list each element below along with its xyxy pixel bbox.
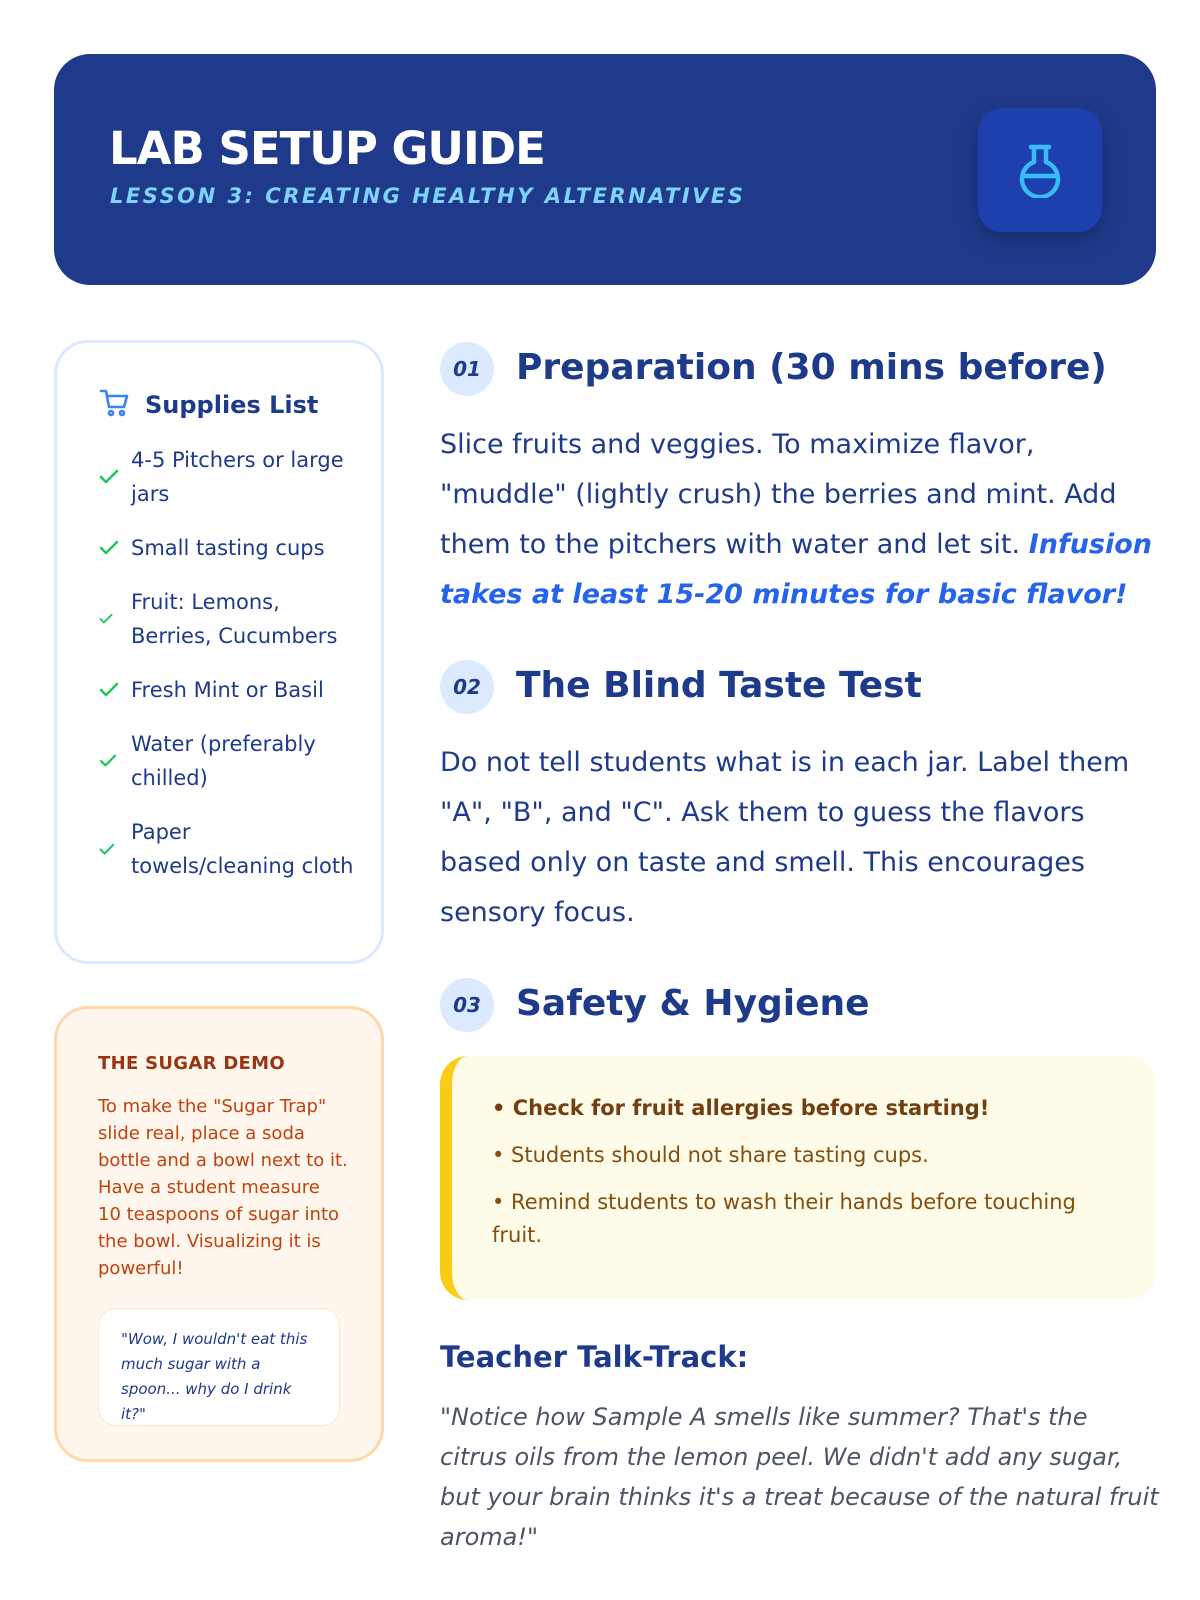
step-title: Safety & Hygiene <box>516 983 870 1024</box>
check-icon <box>99 843 131 856</box>
supplies-header <box>99 387 318 423</box>
supplies-list <box>99 443 359 903</box>
sugar-demo-quote: "Wow, I wouldn't eat this much sugar with a spoon... why do I drink it?" <box>98 1308 340 1426</box>
sugar-demo-body: To make the "Sugar Trap" slide real, place a soda bottle and a bowl next to it. Have a student measure 10 teaspoons of sugar into the bowl. Visualizing it is powerful! <box>98 1096 348 1279</box>
talk-track-heading: Teacher Talk-Track: <box>440 1340 749 1374</box>
supply-label: 4-5 Pitchers or large jars <box>131 448 344 506</box>
sugar-demo-title: THE SUGAR DEMO <box>98 1053 285 1074</box>
supply-label: Paper towels/cleaning cloth <box>131 820 354 878</box>
flask-icon <box>978 108 1102 232</box>
check-icon <box>99 682 131 698</box>
safety-item: • Remind students to wash their hands before touching fruit. <box>492 1190 1076 1247</box>
step-number-badge: 02 <box>440 660 494 714</box>
list-item <box>99 531 359 565</box>
check-icon <box>99 613 131 625</box>
step-title: The Blind Taste Test <box>516 665 922 706</box>
cart-icon <box>99 387 131 423</box>
step-emphasis: Infusion takes at least 15-20 minutes for basic flavor! <box>440 529 1153 610</box>
check-icon <box>99 754 131 768</box>
list-item <box>99 727 359 795</box>
supply-label: Fresh Mint or Basil <box>131 678 324 702</box>
sugar-demo-card <box>54 1006 384 1462</box>
supply-label: Water (preferably chilled) <box>131 732 316 790</box>
step-text: Do not tell students what is in each jar. Label them "A", "B", and "C". Ask them to guess the flavors based only on taste and smell. This encourages sensory focus. <box>440 747 1130 928</box>
page-subtitle: LESSON 3: CREATING HEALTHY ALTERNATIVES <box>110 184 746 208</box>
page-title: LAB SETUP GUIDE <box>109 122 545 175</box>
header-banner <box>54 54 1156 285</box>
list-item <box>99 815 359 883</box>
supplies-card <box>54 340 384 964</box>
step-title: Preparation (30 mins before) <box>516 347 1107 388</box>
step-body: Slice fruits and veggies. To maximize flavor, "muddle" (lightly crush) the berries and mint. Add them to the pitchers with water and let sit. <box>440 429 1117 560</box>
list-item <box>99 443 359 511</box>
supplies-title: Supplies List <box>145 391 319 419</box>
step-text <box>440 420 1160 620</box>
list-item <box>99 585 359 653</box>
talk-track-text: "Notice how Sample A smells like summer? That's the citrus oils from the lemon peel. We didn't add any sugar, but your brain thinks it's a treat because of the natural fruit aroma!" <box>440 1403 1159 1551</box>
step-number-badge: 01 <box>440 342 494 396</box>
supply-label: Small tasting cups <box>131 536 325 560</box>
check-icon <box>99 540 131 556</box>
step-number-badge: 03 <box>440 978 494 1032</box>
check-icon <box>99 469 131 485</box>
safety-item: • Check for fruit allergies before starting! <box>492 1096 990 1120</box>
supply-label: Fruit: Lemons, Berries, Cucumbers <box>131 590 338 648</box>
safety-callout <box>440 1056 1156 1300</box>
safety-item: • Students should not share tasting cups. <box>492 1143 929 1167</box>
list-item <box>99 673 359 707</box>
